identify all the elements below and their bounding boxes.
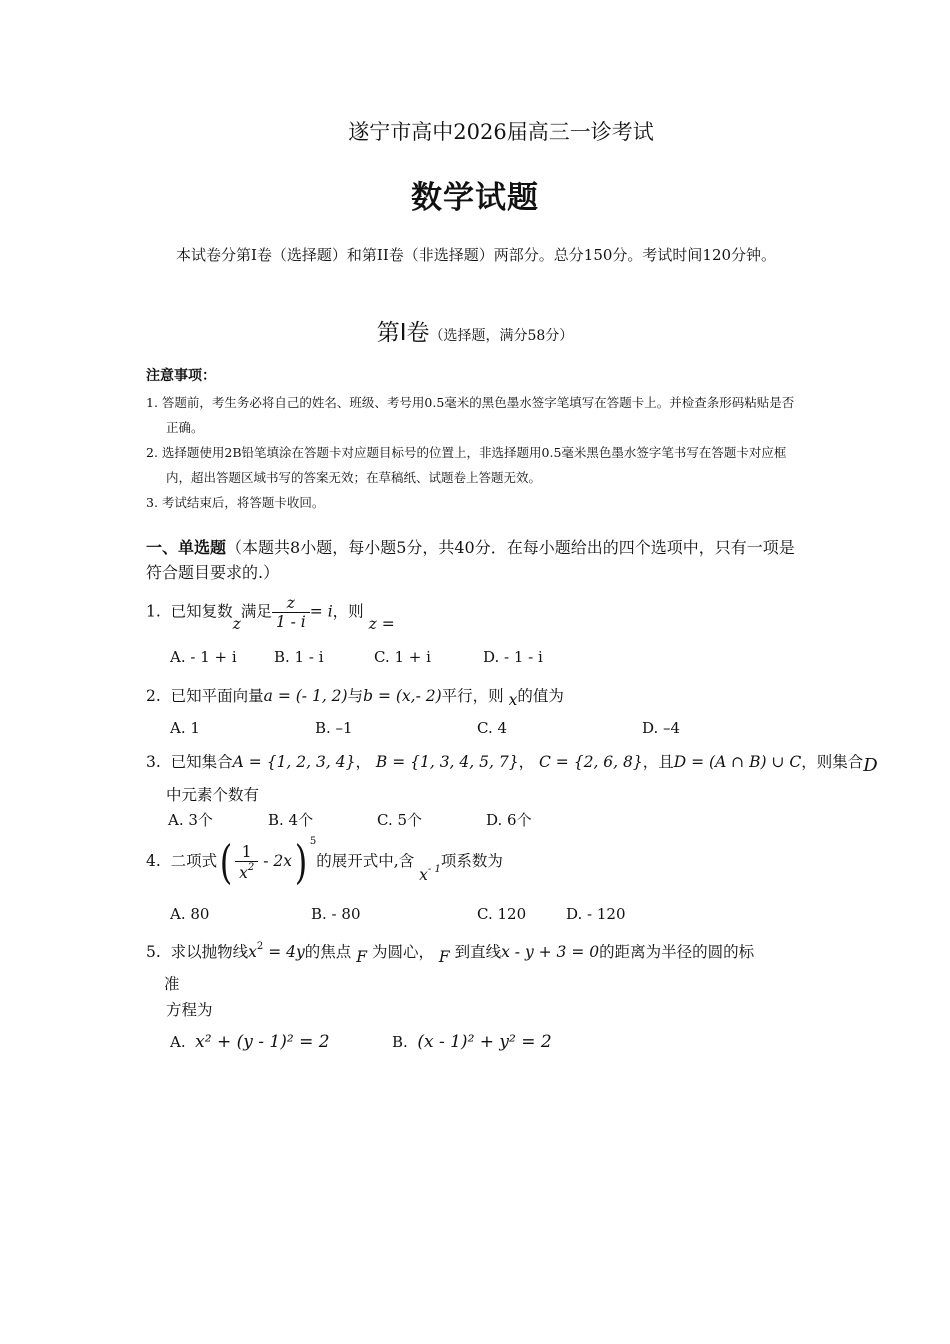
q1-num: 1.: [146, 602, 161, 621]
q1-option-c: C. 1 + i: [374, 648, 431, 666]
q4-text: 二项式: [170, 852, 218, 870]
q2-option-c: C. 4: [477, 719, 508, 737]
q2-text: 已知平面向量: [170, 687, 264, 705]
q5-option-a: [170, 1032, 330, 1052]
q5-option-b: [392, 1032, 552, 1052]
q4-den-sup: 2: [247, 861, 255, 873]
q3-text3: ，则集合: [801, 753, 864, 771]
note-item-3: 3. 考试结束后，将答题卡收回。: [146, 495, 325, 510]
q4-right-paren: ): [294, 835, 308, 889]
q1-eq: = i: [309, 602, 333, 621]
q4-minus: - 2x: [263, 852, 292, 870]
q3-option-b: B. 4个: [268, 811, 314, 829]
q3-set-c: C = {2, 6, 8}: [539, 753, 643, 771]
q1-frac-num: z: [272, 594, 310, 613]
q3-text: 已知集合: [170, 753, 233, 771]
q5-line: x - y + 3 = 0: [501, 943, 600, 961]
q1-var-z: z: [232, 614, 241, 633]
q5-text5: 的距离为半径的圆的标: [599, 943, 755, 961]
q4-left-paren: (: [219, 835, 233, 889]
q5-eq1-rest: = 4y: [268, 943, 305, 961]
note-item-1: 1. 答题前，考生务必将自己的姓名、班级、考号用0.5毫米的黑色墨水签字笔填写在答题卡上。并检查条形码粘贴是否正确。: [146, 395, 795, 435]
q4-option-c: C. 120: [477, 905, 527, 923]
q5-option-a-text: x² + (y - 1)² = 2: [195, 1032, 330, 1052]
q5-num: 5.: [146, 943, 161, 961]
q4-frac-den-wrap: [235, 862, 258, 882]
q2-mid: 与: [347, 687, 364, 705]
q2-vector-a: a = (- 1, 2): [263, 687, 348, 705]
question-5: [146, 940, 755, 966]
q3-option-a: A. 3个: [168, 811, 213, 829]
q2-vector-b: b = (x,- 2): [363, 687, 442, 705]
q3-option-d: D. 6个: [486, 811, 532, 829]
section-heading: [0, 314, 950, 347]
q2-num: 2.: [146, 687, 161, 705]
question-1: [146, 594, 395, 631]
q4-text2: 的展开式中,含: [316, 852, 415, 870]
q4-var: x: [419, 866, 428, 884]
notes-title: 注意事项：: [146, 368, 216, 384]
q5-option-a-label: A.: [170, 1033, 186, 1051]
q5-option-b-label: B.: [392, 1033, 408, 1051]
q4-frac-num: 1: [235, 843, 258, 862]
q5-f2: F: [438, 948, 450, 966]
q2-option-b: B. –1: [315, 719, 353, 737]
q5-line3: 方程为: [166, 1001, 213, 1019]
q3-var: D: [863, 755, 878, 776]
part-desc: （本题共8小题，每小题5分，共40分．在每小题给出的四个选项中，只有一项是符合题目要求的.）: [146, 538, 795, 582]
q4-option-a: A. 80: [170, 905, 210, 923]
q4-num: 4.: [146, 852, 161, 870]
q5-text3: 为圆心，: [371, 943, 434, 961]
exam-header: 遂宁市高中2026届高三一诊考试: [348, 120, 654, 144]
q3-line2: 中元素个数有: [166, 786, 260, 804]
q1-tail: z =: [368, 614, 395, 633]
q5-option-b-text: (x - 1)² + y² = 2: [417, 1032, 552, 1052]
q2-option-d: D. –4: [642, 719, 681, 737]
q4-option-d: D. - 120: [566, 905, 626, 923]
q5-f: F: [356, 948, 367, 966]
q5-text4: 到直线: [454, 943, 502, 961]
q5-text2: 的焦点: [304, 943, 352, 961]
q1-option-d: D. - 1 - i: [483, 648, 543, 666]
q2-option-a: A. 1: [170, 719, 200, 737]
q3-set-d: D = (A ∩ B) ∪ C: [673, 753, 802, 771]
q3-set-b: B = {1, 3, 4, 5, 7}: [375, 753, 519, 771]
q5-text: 求以抛物线: [170, 943, 249, 961]
q2-text3: 的值为: [517, 687, 564, 705]
q1-frac-den: 1 - i: [275, 613, 306, 631]
q1-fraction: [272, 594, 310, 631]
exam-title: 数学试题: [411, 180, 539, 216]
q1-option-a: A. - 1 + i: [170, 648, 237, 666]
q5-line2: 准: [164, 975, 180, 993]
q4-var-sup: - 1: [427, 864, 441, 875]
q3-set-a: A = {1, 2, 3, 4}: [232, 753, 356, 771]
intro-paragraph: 本试卷分第Ⅰ卷（选择题）和第II卷（非选择题）两部分。总分150分。考试时间120分钟。: [176, 246, 777, 264]
q4-fraction: [235, 843, 258, 882]
q4-exp: 5: [309, 836, 317, 847]
part-label: 一、单选题: [146, 538, 227, 557]
q1-option-b: B. 1 - i: [274, 648, 324, 666]
q5-eq1-sup: 2: [256, 941, 264, 952]
part-heading: [146, 535, 806, 585]
q3-option-c: C. 5个: [377, 811, 423, 829]
q2-text2: 平行，则: [441, 687, 504, 705]
question-4: [146, 835, 503, 889]
note-item-2: 2. 选择题使用2B铅笔填涂在答题卡对应题目标号的位置上，非选择题用0.5毫米黑色墨水签字笔书写在答题卡对应框内，超出答题区域书写的答案无效；在草稿纸、试题卷上答题无效。: [146, 445, 787, 485]
section-main: 第Ⅰ卷: [376, 320, 430, 346]
q3-num: 3.: [146, 753, 161, 771]
q1-text-a: 已知复数: [170, 602, 233, 621]
q1-text-b: 满足: [240, 602, 272, 621]
question-3: 3. 已知集合A = {1, 2, 3, 4}， B = {1, 3, 4, 5, 7}， C = {2, 6, 8}，且D = (A ∩ B) ∪ C，则集合D: [146, 753, 878, 776]
section-sub: （选择题，满分58分）: [429, 328, 574, 344]
q4-var-wrap: [419, 866, 441, 884]
q5-eq1: x: [248, 943, 257, 961]
q4-text3: 项系数为: [440, 852, 503, 870]
q3-text2: ，且: [642, 753, 674, 771]
q2-var: x: [508, 691, 518, 709]
q4-option-b: B. - 80: [311, 905, 361, 923]
question-2: [146, 684, 564, 709]
q4-frac-den: x: [239, 863, 248, 882]
q1-text-c: ，则: [332, 602, 364, 621]
